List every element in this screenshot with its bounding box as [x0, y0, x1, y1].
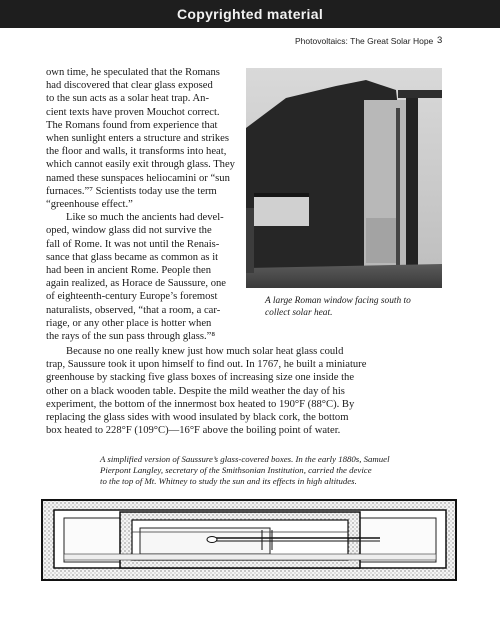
text-line: Like so much the ancients had devel-	[66, 212, 224, 224]
text-line: trap, Saussure took it upon himself to find out. In 1767, he built a miniature	[46, 359, 367, 371]
text-line: experiment, the bottom of the innermost box heated to 190°F (88°C). By	[46, 398, 355, 410]
text-line: other on a black wooden table. Despite the mild weather the day of his	[46, 385, 345, 397]
text-line: when sunlight enters a structure and strikes	[46, 133, 229, 145]
text-line: box heated to 228°F (109°C)—16°F above the boiling point of water.	[46, 425, 341, 437]
text-line: oped, window glass did not survive the	[46, 225, 212, 237]
diagram-caption	[100, 454, 440, 487]
text-line: own time, he speculated that the Romans	[46, 67, 220, 78]
saussure-box-diagram	[40, 498, 460, 582]
copyright-banner-text: Copyrighted material	[176, 6, 324, 22]
text-line: again realized, as Horace de Saussure, one	[46, 278, 227, 290]
text-line: the rays of the sun pass through glass.”⁸	[46, 331, 216, 343]
text-line: the floor and walls, it transforms into heat,	[46, 146, 227, 158]
text-line: had been in ancient Rome. People then	[46, 265, 212, 277]
text-line: cient texts have proven Mouchot correct.	[46, 106, 220, 118]
text-line: which cannot easily exit through glass. They	[46, 159, 235, 171]
text-line: naturalists, observed, “that a room, a car-	[46, 304, 221, 316]
text-line: Because no one really knew just how much solar heat glass could	[66, 346, 344, 357]
caption-line: A large Roman window facing south to	[265, 296, 411, 306]
roman-window-photo	[246, 68, 442, 288]
text-line: fall of Rome. It was not until the Renais-	[46, 238, 220, 250]
text-line: furnaces.”⁷ Scientists today use the term	[46, 185, 217, 197]
text-line: to the sun acts as a solar heat trap. An-	[46, 93, 209, 105]
text-line: of eighteenth-century Europe’s foremost	[46, 291, 218, 303]
caption-line: Pierpont Langley, secretary of the Smithsonian Institution, carried the device	[100, 465, 372, 475]
copyright-banner	[0, 0, 500, 28]
text-line: “greenhouse effect.”	[46, 199, 133, 211]
body-text-left-column	[46, 66, 236, 343]
caption-line: to the top of Mt. Whitney to study the sun and its effects in high altitudes.	[100, 476, 357, 486]
text-line: named these sunspaces heliocamini or “sun	[46, 172, 230, 184]
text-line: replacing the glass sides with wood insulated by black cork, the bottom	[46, 412, 349, 424]
text-line: The Romans found from experience that	[46, 119, 218, 131]
caption-line: collect solar heat.	[265, 307, 333, 318]
page-number: 3	[437, 35, 443, 46]
body-text-full-width	[46, 345, 446, 437]
photo-caption	[265, 296, 440, 319]
text-line: riage, or any other place is hotter when	[46, 317, 212, 329]
running-head: Photovoltaics: The Great Solar Hope	[295, 36, 434, 46]
text-line: had discovered that clear glass exposed	[46, 80, 213, 92]
caption-line: A simplified version of Saussure’s glass-covered boxes. In the early 1880s, Samuel	[100, 454, 390, 464]
text-line: sance that glass became as common as it	[46, 251, 219, 263]
text-line: greenhouse by stacking five glass boxes of increasing size one inside the	[46, 372, 355, 384]
